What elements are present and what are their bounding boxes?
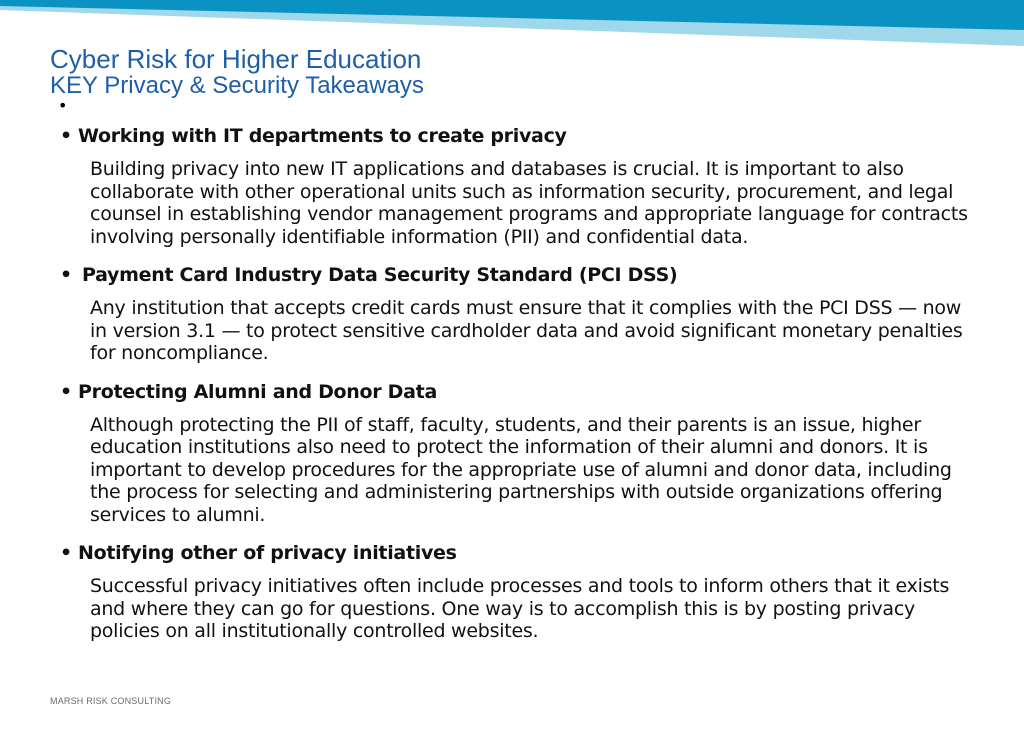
slide-subtitle: KEY Privacy & Security Takeaways — [50, 72, 424, 99]
takeaway-body: Successful privacy initiatives often include processes and tools to inform others that it exists and where they can go for questions. One way is to accomplish this is by posting privacy policies on all institutionally controlled websites. — [90, 575, 950, 642]
slide-title: Cyber Risk for Higher Education — [50, 44, 422, 74]
takeaway-heading-text: Protecting Alumni and Donor Data — [78, 380, 437, 403]
bullet-glyph: • — [60, 125, 72, 147]
top-decorative-band — [0, 0, 1024, 46]
takeaway-body: Building privacy into new IT applications and databases is crucial. It is important to also collaborate with other operational units such as information security, procurement, and legal counsel in establishing vendor management programs and appropriate language for contracts involving personally identifiable information (PII) and confidential data. — [90, 158, 968, 248]
takeaway-body: Although protecting the PII of staff, faculty, students, and their parents is an issue, higher education institutions also need to protect the information of their alumni and donors. It is important to develop procedures for the appropriate use of alumni and donor data, including the process for selecting and administering partnerships with outside organizations offering services to alumni. — [90, 413, 952, 526]
takeaway-notifying — [60, 541, 980, 643]
takeaway-pci-dss — [60, 263, 980, 365]
takeaway-heading — [60, 541, 980, 565]
bullet-glyph: • — [60, 542, 72, 564]
takeaway-heading-text: Working with IT departments to create privacy — [78, 125, 567, 147]
takeaway-it-departments — [60, 124, 980, 248]
takeaway-heading-text: Notifying other of privacy initiatives — [78, 542, 457, 564]
empty-bullet: • — [58, 96, 68, 115]
footer-company-name: MARSH RISK CONSULTING — [50, 696, 172, 706]
takeaway-alumni-donor — [60, 380, 980, 527]
takeaways-list — [60, 124, 980, 658]
takeaway-heading — [60, 263, 980, 287]
takeaway-heading — [60, 124, 980, 148]
takeaway-heading — [60, 380, 980, 404]
takeaway-heading-text: Payment Card Industry Data Security Standard (PCI DSS) — [82, 264, 678, 286]
takeaway-body: Any institution that accepts credit cards must ensure that it complies with the PCI DSS — now in version 3.1 — to protect sensitive cardholder data and avoid significant monetary penalties for noncompliance. — [90, 297, 963, 364]
bullet-glyph: • — [60, 264, 72, 286]
bullet-glyph: • — [60, 380, 72, 403]
